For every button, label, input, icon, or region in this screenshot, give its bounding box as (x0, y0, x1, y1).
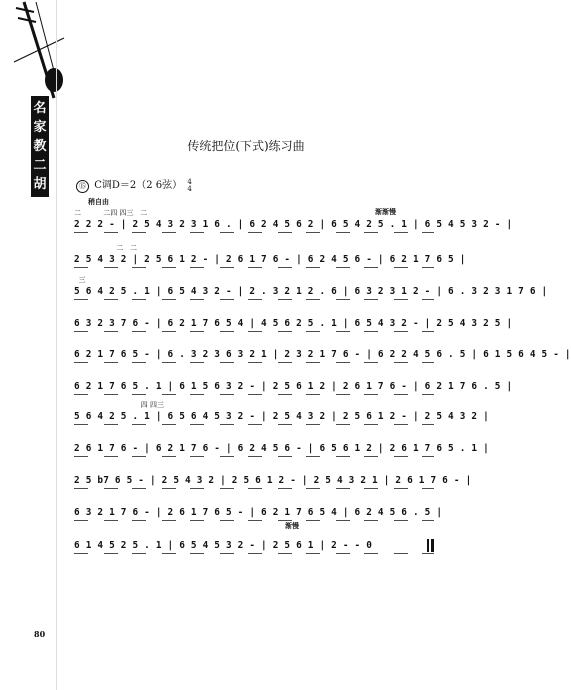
score-row (74, 243, 466, 277)
final-barline-thin (427, 539, 429, 552)
beam-underline (74, 362, 434, 363)
beam-underline (74, 553, 434, 554)
beam-underline (74, 424, 434, 425)
notation-line: 2 6 1 7 6 - | 6 2 1 7 6 - | 6 2 4 5 6 - | 6 5 6 1 2 | 2 6 1 7 6 5 . 1 | (74, 443, 489, 454)
sidebar (0, 0, 58, 690)
vertical-title-char: 名 (33, 101, 47, 116)
fingering-marks: 四 四三 (74, 401, 164, 409)
score-row (74, 432, 489, 466)
page-number: 80 (34, 629, 46, 639)
notation-line: 2 2 2 - | 2 5 4 3 2 3 1 6 . | 6 2 4 5 6 2 | 6 5 4 2 5 . 1 | 6 5 4 5 3 2 - | (74, 219, 513, 230)
notation-line: 2 5 4 3 2 | 2 5 6 1 2 - | 2 6 1 7 6 - | 6 2 4 5 6 - | 6 2 1 7 6 5 | (74, 254, 466, 265)
beam-underline (74, 394, 434, 395)
score-row (74, 208, 513, 242)
time-signature (187, 179, 191, 193)
beam-underline (74, 488, 434, 489)
notation-line: 5 6 4 2 5 . 1 | 6 5 6 4 5 3 2 - | 2 5 4 3 2 | 2 5 6 1 2 - | 2 5 4 3 2 | (74, 411, 489, 422)
notation-line: 6 3 2 1 7 6 - | 2 6 1 7 6 5 - | 6 2 1 7 6 5 4 | 6 2 4 5 6 . 5 | (74, 507, 443, 518)
beam-underline (74, 267, 434, 268)
beam-underline (74, 331, 434, 332)
key-signature-line (76, 176, 192, 193)
score-row (74, 370, 513, 404)
vertical-title-char: 教 (33, 139, 47, 154)
beam-underline (74, 232, 434, 233)
notation-line: 2 5 b7 6 5 - | 2 5 4 3 2 | 2 5 6 1 2 - | 2 5 4 3 2 1 | 2 6 1 7 6 - | (74, 475, 472, 486)
score-row (74, 496, 443, 530)
notation-line: 6 3 2 3 7 6 - | 6 2 1 7 6 5 4 | 4 5 6 2 5 . 1 | 6 5 4 3 2 - | 2 5 4 3 2 5 | (74, 318, 513, 329)
score-row (74, 338, 571, 372)
tempo-marking-mid: 渐渐慢 (375, 207, 396, 216)
beam-underline (74, 520, 434, 521)
page-title: 传统把位(下式)练习曲 (187, 139, 305, 153)
notation-line: 6 1 4 5 2 5 . 1 | 6 5 4 5 3 2 - | 2 5 6 1 | 2 - - 0 (74, 540, 373, 551)
score-row (74, 307, 513, 341)
final-barline-thick (431, 539, 434, 552)
exercise-number-badge: ⑮ (76, 180, 89, 193)
vertical-title-char: 二 (33, 158, 47, 173)
fingering-marks: 二 二 (74, 244, 137, 252)
beam-underline (74, 456, 434, 457)
tempo-marking-end: 渐慢 (285, 521, 299, 530)
meter-bottom: 4 (187, 184, 192, 193)
fingering-marks: 二 二四 四三 二 (74, 209, 148, 217)
meter-top: 4 (187, 177, 192, 186)
score-row (74, 464, 472, 498)
notation-line: 6 2 1 7 6 5 - | 6 . 3 2 3 6 3 2 1 | 2 3 2 1 7 6 - | 6 2 2 4 5 6 . 5 | 6 1 5 6 4 5 - | (74, 349, 571, 360)
vertical-title-char: 家 (33, 120, 47, 135)
key-signature: C调D＝2（2 6弦） (94, 180, 183, 191)
notation-line: 5 6 4 2 5 . 1 | 6 5 4 3 2 - | 2 . 3 2 1 2 . 6 | 6 3 2 3 1 2 - | 6 . 3 2 3 1 7 6 | (74, 286, 548, 297)
tempo-marking-start: 稍自由 (88, 197, 109, 206)
beam-underline (74, 299, 434, 300)
score-row (74, 400, 489, 434)
page-fold-line (56, 0, 57, 690)
notation-line: 6 2 1 7 6 5 . 1 | 6 1 5 6 3 2 - | 2 5 6 1 2 | 2 6 1 7 6 - | 6 2 1 7 6 . 5 | (74, 381, 513, 392)
fingering-marks: 三 (74, 276, 86, 284)
score-row (74, 275, 548, 309)
score-row (74, 529, 434, 563)
erhu-icon (14, 2, 66, 98)
vertical-title-char: 胡 (33, 177, 47, 192)
